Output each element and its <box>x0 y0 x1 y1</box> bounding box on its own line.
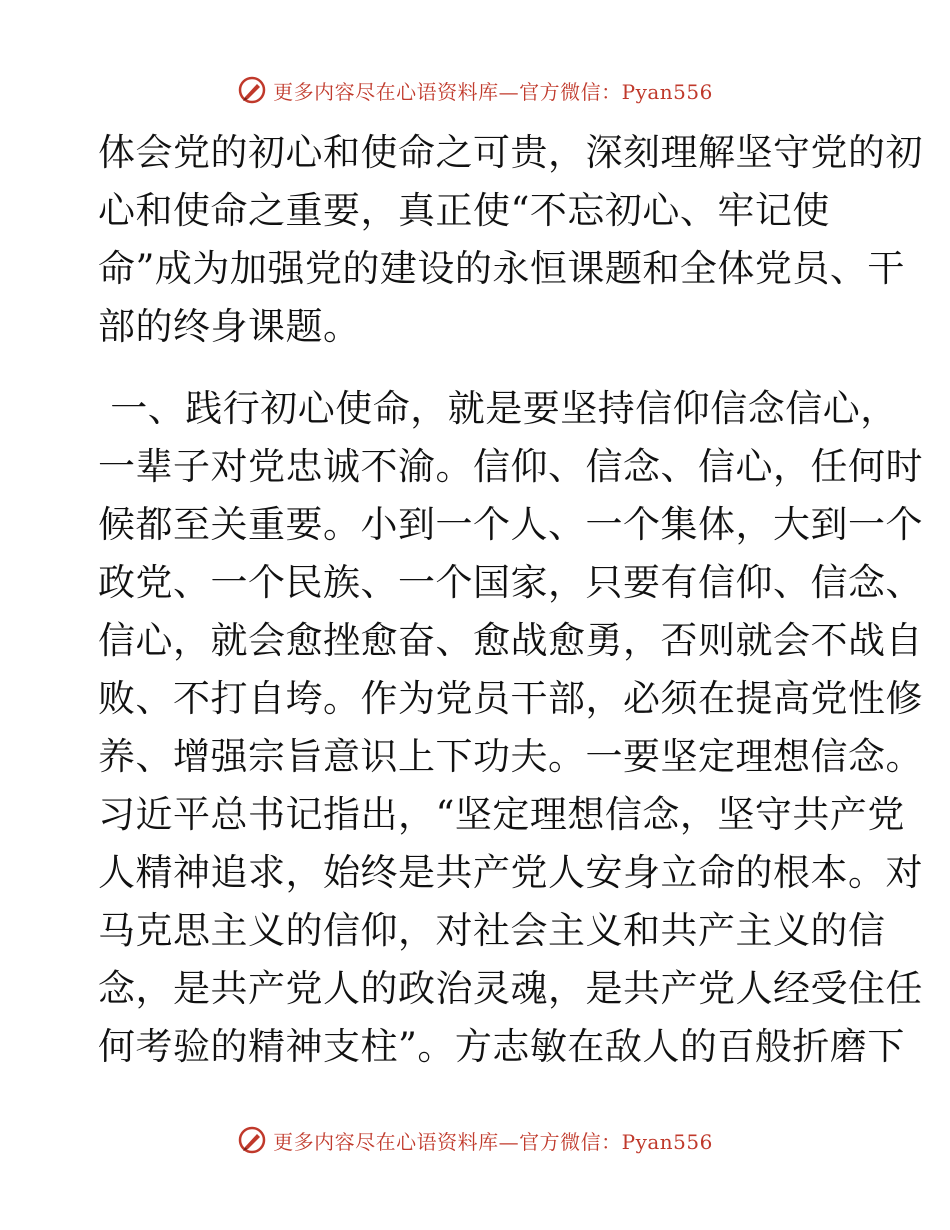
text-line: 习近平总书记指出，“坚定理想信念，坚守共产党 <box>98 793 905 836</box>
text-line: 候都至关重要。小到一个人、一个集体，大到一个 <box>98 503 923 546</box>
footer-banner-text: 更多内容尽在心语资料库—官方微信：Pyan556 <box>273 1129 713 1154</box>
pen-logo-icon <box>237 75 267 105</box>
text-line: 信心，就会愈挫愈奋、愈战愈勇，否则就会不战自 <box>98 619 923 662</box>
text-line: 何考验的精神支柱”。方志敏在敌人的百般折磨下 <box>98 1025 905 1068</box>
paragraph-1 <box>98 124 923 356</box>
paragraph-2 <box>98 380 923 1076</box>
text-line: 一、践行初心使命，就是要坚持信仰信念信心， <box>98 387 898 430</box>
text-line: 马克思主义的信仰，对社会主义和共产主义的信 <box>98 909 886 952</box>
header-banner-text: 更多内容尽在心语资料库—官方微信：Pyan556 <box>273 79 713 104</box>
text-line: 败、不打自垮。作为党员干部，必须在提高党性修 <box>98 677 923 720</box>
pen-logo-icon <box>237 1125 267 1155</box>
document-body <box>98 124 923 1076</box>
footer-banner <box>0 1120 950 1160</box>
text-line: 养、增强宗旨意识上下功夫。一要坚定理想信念。 <box>98 735 923 778</box>
text-line: 心和使命之重要，真正使“不忘初心、牢记使 <box>98 189 830 232</box>
text-line: 人精神追求，始终是共产党人安身立命的根本。对 <box>98 851 923 894</box>
text-line: 命”成为加强党的建设的永恒课题和全体党员、干 <box>98 247 905 290</box>
text-line: 部的终身课题。 <box>98 305 361 348</box>
text-line: 体会党的初心和使命之可贵，深刻理解坚守党的初 <box>98 131 923 174</box>
header-banner <box>0 70 950 110</box>
text-line: 念，是共产党人的政治灵魂，是共产党人经受住任 <box>98 967 923 1010</box>
text-line: 一辈子对党忠诚不渝。信仰、信念、信心，任何时 <box>98 445 923 488</box>
text-line: 政党、一个民族、一个国家，只要有信仰、信念、 <box>98 561 923 604</box>
